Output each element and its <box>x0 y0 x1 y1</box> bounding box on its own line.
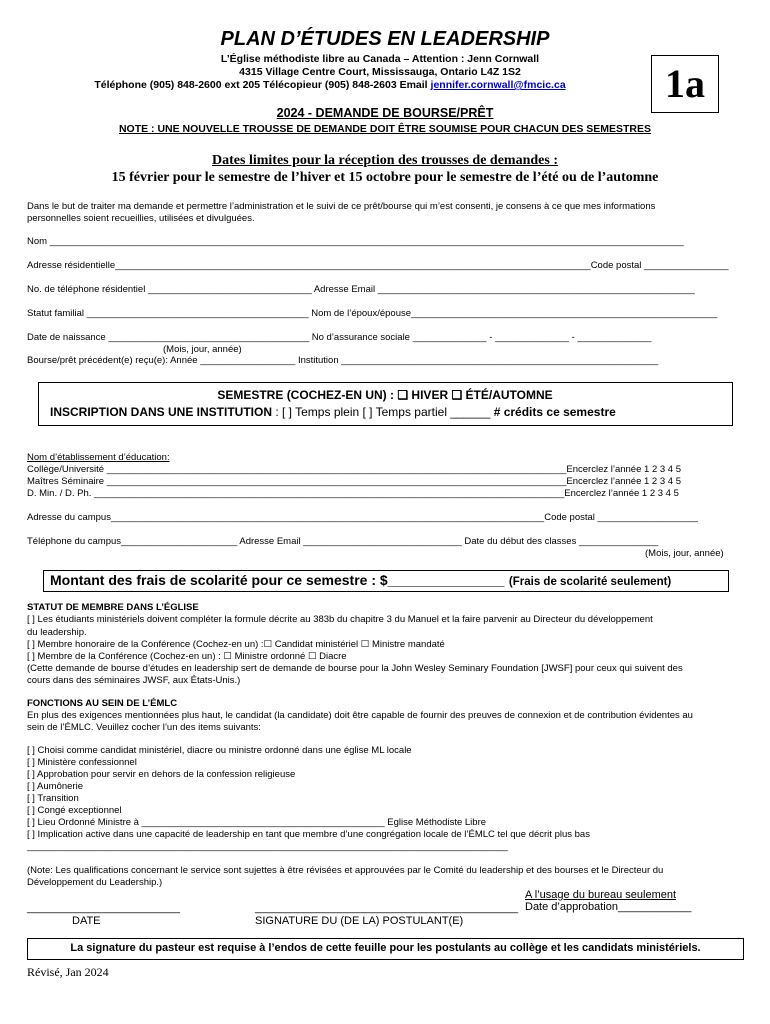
field-statut-familial[interactable]: Statut familial __________________________________________ Nom de l’époux/épouse__________________________________________________________ <box>27 308 718 319</box>
deadlines-heading: Dates limites pour la réception des trousses de demandes : <box>212 153 558 168</box>
statut-line[interactable]: [ ] Membre de la Conférence (Cochez-en un) : ☐ Ministre ordonné ☐ Diacre <box>27 651 347 662</box>
etablissement-heading: Nom d’établissement d’éducation: <box>27 452 170 463</box>
montant-line[interactable] <box>50 572 671 590</box>
inscription-label: INSCRIPTION DANS UNE INSTITUTION <box>50 405 273 419</box>
footnote-line-2: Développement du Leadership.) <box>27 877 163 888</box>
fonction-item[interactable]: [ ] Congé exceptionnel <box>27 805 122 816</box>
date-signature-line[interactable]: _________________________ <box>27 902 180 914</box>
semestre-choice[interactable]: SEMESTRE (COCHEZ-EN UN) : ❑ HIVER ❑ ÉTÉ/AUTOMNE <box>217 388 553 402</box>
field-naissance[interactable]: Date de naissance ______________________________________ No d’assurance sociale ______________ - ______________ - ______________ <box>27 332 652 343</box>
fonction-item[interactable]: [ ] Lieu Ordonné Ministre à ______________________________________________ Eglise Méthodiste Libre <box>27 817 487 828</box>
form-note: NOTE : UNE NOUVELLE TROUSSE DE DEMANDE DOIT ÊTRE SOUMISE POUR CHACUN DES SEMESTRES <box>118 123 652 135</box>
applicant-signature-line[interactable]: ___________________________________________ <box>255 902 519 914</box>
montant-suffix: (Frais de scolarité seulement) <box>508 576 672 588</box>
naissance-hint: (Mois, jour, année) <box>163 344 242 355</box>
header-line-2: 4315 Village Centre Court, Mississauga, Ontario L4Z 1S2 <box>239 66 521 78</box>
fonction-item[interactable]: [ ] Transition <box>27 793 79 804</box>
fonction-item[interactable]: [ ] Implication active dans une capacité de leadership en tant que membre d’une congrégation locale de l’ÉMLC tel que décrit plus bas <box>27 829 590 840</box>
form-heading: 2024 - DEMANDE DE BOURSE/PRÊT <box>276 106 494 120</box>
statut-line: du leadership. <box>27 627 87 638</box>
header-line-1: L’Église méthodiste libre au Canada – Attention : Jenn Cornwall <box>220 53 540 65</box>
fonction-item[interactable]: [ ] Aumônerie <box>27 781 83 792</box>
fonctions-intro-2: sein de l’ÉMLC. Veuillez cocher l’un des items suivants: <box>27 722 261 733</box>
montant-blank[interactable]: _______________ <box>387 572 505 588</box>
pastor-note: La signature du pasteur est requise à l’endos de cette feuille pour les postulants au collège et les candidats ministériels. <box>70 942 701 954</box>
date-label: DATE <box>72 915 101 927</box>
field-campus-telephone[interactable]: Téléphone du campus______________________ Adresse Email ______________________________ Date du début des classes _______________ <box>27 536 659 547</box>
header-line-3 <box>20 79 640 91</box>
deadlines-dates: 15 février pour le semestre de l’hiver et 15 octobre pour le semestre de l’été ou de l’automne <box>111 170 659 185</box>
field-campus-adresse[interactable]: Adresse du campus__________________________________________________________________________________Code postal ___________________ <box>27 512 698 523</box>
office-date-approbation[interactable]: Date d’approbation____________ <box>525 901 692 913</box>
fonction-item[interactable]: ___________________________________________________________________________________________ <box>27 841 508 852</box>
consent-line-2: personnelles soient recueillies, utilisées et divulguées. <box>27 213 255 224</box>
revision-date: Révisé, Jan 2024 <box>27 965 109 979</box>
statut-line: (Cette demande de bourse d’études en leadership sert de demande de bourse pour la John Wesley Seminary Foundation [JWSF] pour ceux qui suivent des <box>27 663 683 674</box>
statut-heading: STATUT DE MEMBRE DANS L’ÉGLISE <box>27 602 199 613</box>
form-number-badge: 1a <box>651 55 719 113</box>
statut-line[interactable]: [ ] Les étudiants ministériels doivent compléter la formule décrite au 383b du chapitre 3 du Manuel et la faire parvenir au Directeur du développement <box>27 614 653 625</box>
etablissement-row[interactable]: D. Min. / D. Ph. _________________________________________________________________________________________Encerclez l’année 1 2 3 4 5 <box>27 488 679 499</box>
field-bourse-precedente[interactable]: Bourse/prêt précédent(e) reçu(e): Année __________________ Institution ____________________________________________________________ <box>27 355 659 366</box>
etablissement-row[interactable]: Collège/Université _______________________________________________________________________________________Encerclez l’année 1 2 3 4 5 <box>27 464 681 475</box>
field-adresse[interactable]: Adresse résidentielle__________________________________________________________________________________________Code postal ________________ <box>27 260 729 271</box>
field-telephone[interactable]: No. de téléphone résidentiel _______________________________ Adresse Email ____________________________________________________________ <box>27 284 695 295</box>
fonction-item[interactable]: [ ] Ministère confessionnel <box>27 757 137 768</box>
campus-date-hint: (Mois, jour, année) <box>645 548 724 559</box>
signature-label: SIGNATURE DU (DE LA) POSTULANT(E) <box>255 915 464 927</box>
consent-line-1: Dans le but de traiter ma demande et permettre l’administration et le suivi de ce prêt/bourse qui m’est consenti, je consens à ce que mes informations <box>27 201 656 212</box>
footnote-line-1: (Note: Les qualifications concernant le service sont sujettes à être révisées et approuvées par le Comité du leadership et des bourses et le Directeur du <box>27 865 664 876</box>
fonction-item[interactable]: [ ] Choisi comme candidat ministériel, diacre ou ministre ordonné dans une église ML locale <box>27 745 412 756</box>
field-nom[interactable]: Nom ________________________________________________________________________________________________________________________ <box>27 236 684 247</box>
fonctions-heading: FONCTIONS AU SEIN DE L’ÉMLC <box>27 698 178 709</box>
fonctions-intro-1: En plus des exigences mentionnées plus haut, le candidat (la candidate) doit être capable de fournir des preuves de connexion et de contribution évidentes au <box>27 710 693 721</box>
statut-line: cours dans des séminaires JWSF, aux États-Unis.) <box>27 675 241 686</box>
montant-label: Montant des frais de scolarité pour ce semestre : $ <box>50 572 388 588</box>
statut-line[interactable]: [ ] Membre honoraire de la Conférence (Cochez-en un) :☐ Candidat ministériel ☐ Ministre mandaté <box>27 639 445 650</box>
credits-label: # crédits ce semestre <box>493 405 616 419</box>
page-title: PLAN D’ÉTUDES EN LEADERSHIP <box>220 28 550 50</box>
office-heading: A l’usage du bureau seulement <box>525 889 677 901</box>
fonction-item[interactable]: [ ] Approbation pour servir en dehors de la confession religieuse <box>27 769 296 780</box>
inscription-line[interactable] <box>50 405 616 419</box>
etablissement-row[interactable]: Maîtres Séminaire _______________________________________________________________________________________Encerclez l’année 1 2 3 4 5 <box>27 476 681 487</box>
email-link[interactable]: jennifer.cornwall@fmcic.ca <box>430 79 566 91</box>
header-contact: Téléphone (905) 848-2600 ext 205 Télécopieur (905) 848-2603 Email <box>94 79 428 91</box>
inscription-options[interactable]: : [ ] Temps plein [ ] Temps partiel ______ <box>272 405 494 419</box>
